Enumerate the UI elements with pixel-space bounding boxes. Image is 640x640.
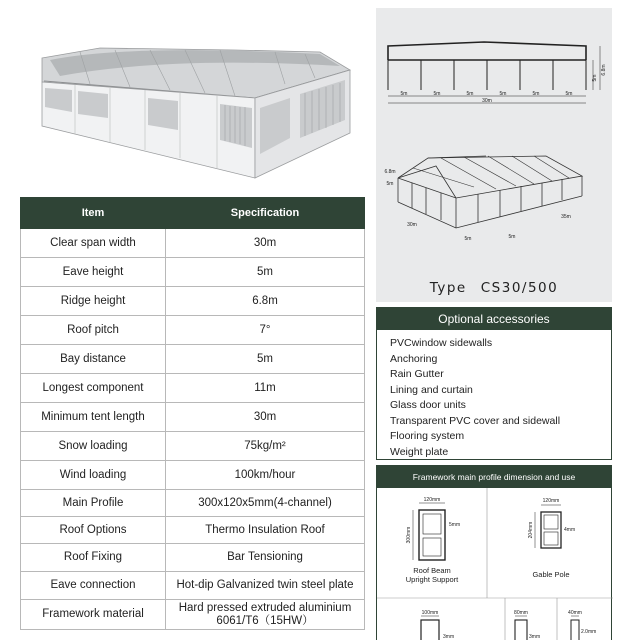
- spec-cell: 6.8m: [166, 287, 365, 316]
- list-item: Anchoring: [390, 352, 438, 365]
- profile-caption-gable-pole: Gable Pole: [532, 570, 570, 579]
- spec-cell: 30m: [166, 229, 365, 258]
- isometric-frame: [398, 156, 582, 228]
- iso-bay-label: 5m: [508, 234, 516, 240]
- profile-section-5: [571, 620, 579, 640]
- spec-cell: 5m: [166, 258, 365, 287]
- spec-cell: 30m: [166, 403, 365, 432]
- item-cell: Roof Options: [21, 517, 166, 544]
- table-row: [21, 461, 365, 490]
- thickness-dim-label: 2.0mm: [581, 629, 597, 635]
- framework-title: Framework main profile dimension and use: [377, 466, 611, 488]
- framework-profile-box: [376, 465, 612, 640]
- spec-cell: 300x120x5mm(4-channel): [166, 490, 365, 517]
- table-row: [21, 287, 365, 316]
- item-cell: Main Profile: [21, 490, 166, 517]
- width-dim-label: 120mm: [542, 498, 560, 504]
- spec-cell: Hard pressed extruded aluminium 6061/T6（15HW）: [166, 600, 365, 630]
- table-row: [21, 432, 365, 461]
- list-item: Glass door units: [390, 399, 466, 411]
- table-row: [21, 316, 365, 345]
- item-cell: Roof pitch: [21, 316, 166, 345]
- bay-dim-label: 5m: [565, 91, 573, 97]
- thickness-dim-label: 3mm: [443, 634, 455, 640]
- optional-accessories-box: [376, 307, 612, 460]
- width-dim-label: 120mm: [423, 497, 441, 503]
- iso-width-label: 30m: [407, 222, 417, 228]
- width-dim-label: 80mm: [514, 610, 528, 616]
- item-cell: Wind loading: [21, 461, 166, 490]
- iso-height-label: 6.8m: [384, 169, 396, 175]
- profile-sections: [377, 488, 613, 640]
- list-item: PVCwindow sidewalls: [390, 337, 493, 349]
- type-code: CS30/500: [480, 280, 559, 296]
- bay-dim-label: 5m: [400, 91, 408, 97]
- iso-bay-label: 5m: [464, 236, 472, 242]
- thickness-dim-label: 3mm: [529, 634, 541, 640]
- spec-cell: Thermo Insulation Roof: [166, 517, 365, 544]
- type-word: Type: [429, 280, 467, 296]
- spec-cell: 7°: [166, 316, 365, 345]
- profile-section-4: [515, 620, 527, 640]
- span-dim-label: 30m: [482, 98, 492, 104]
- frame-drawing-panel: [376, 8, 612, 302]
- item-cell: Snow loading: [21, 432, 166, 461]
- width-dim-label: 100mm: [421, 610, 439, 616]
- list-item: Weight plate: [390, 445, 449, 458]
- thickness-dim-label: 4mm: [564, 527, 576, 533]
- eave-dim-label: 5m: [592, 74, 598, 82]
- table-row: [21, 345, 365, 374]
- profile-caption-roof-beam: Roof Beam Upright Support: [405, 566, 459, 584]
- building-render: [20, 8, 364, 188]
- item-cell: Eave connection: [21, 572, 166, 600]
- item-cell: Minimum tent length: [21, 403, 166, 432]
- item-cell: Ridge height: [21, 287, 166, 316]
- spec-cell: Bar Tensioning: [166, 544, 365, 572]
- iso-eave-label: 5m: [386, 181, 394, 187]
- iso-length-label: 35m: [561, 214, 571, 220]
- spec-cell: 5m: [166, 345, 365, 374]
- accessories-title: Optional accessories: [377, 308, 611, 330]
- table-row: [21, 403, 365, 432]
- header-item: Item: [21, 198, 166, 229]
- table-row: [21, 229, 365, 258]
- tent-hall-illustration: [20, 8, 364, 188]
- roof-beam-profile: [413, 503, 445, 560]
- spec-cell: Hot-dip Galvanized twin steel plate: [166, 572, 365, 600]
- table-row: [21, 600, 365, 630]
- bay-dim-label: 5m: [433, 91, 441, 97]
- accessories-list: [377, 330, 611, 460]
- table-row: [21, 544, 365, 572]
- model-type-label: [376, 280, 612, 296]
- item-cell: Clear span width: [21, 229, 166, 258]
- width-dim-label: 40mm: [568, 610, 582, 616]
- item-cell: Longest component: [21, 374, 166, 403]
- item-cell: Roof Fixing: [21, 544, 166, 572]
- item-cell: Framework material: [21, 600, 166, 630]
- list-item: Rain Gutter: [390, 368, 444, 380]
- list-item: Flooring system: [390, 430, 465, 442]
- table-header-row: [21, 198, 365, 229]
- thickness-dim-label: 5mm: [449, 522, 461, 528]
- gable-pole-profile: [535, 505, 561, 548]
- spec-cell: 75kg/m²: [166, 432, 365, 461]
- header-specification: Specification: [166, 198, 365, 229]
- table-row: [21, 258, 365, 287]
- spec-cell: 11m: [166, 374, 365, 403]
- bay-dim-label: 5m: [532, 91, 540, 97]
- table-row: [21, 374, 365, 403]
- specification-table: [20, 197, 365, 630]
- list-item: Transparent PVC cover and sidewall: [390, 414, 561, 427]
- ridge-dim-label: 6.8m: [601, 64, 607, 76]
- table-row: [21, 490, 365, 517]
- item-cell: Bay distance: [21, 345, 166, 374]
- bay-dim-label: 5m: [499, 91, 507, 97]
- height-dim-label: 300mm: [406, 526, 412, 544]
- profile-section-3: [421, 620, 439, 640]
- item-cell: Eave height: [21, 258, 166, 287]
- table-row: [21, 572, 365, 600]
- structure-drawings: [376, 8, 612, 278]
- height-dim-label: 204mm: [528, 521, 534, 539]
- list-item: Lining and curtain: [390, 383, 473, 396]
- bay-dim-label: 5m: [466, 91, 474, 97]
- spec-cell: 100km/hour: [166, 461, 365, 490]
- table-row: [21, 517, 365, 544]
